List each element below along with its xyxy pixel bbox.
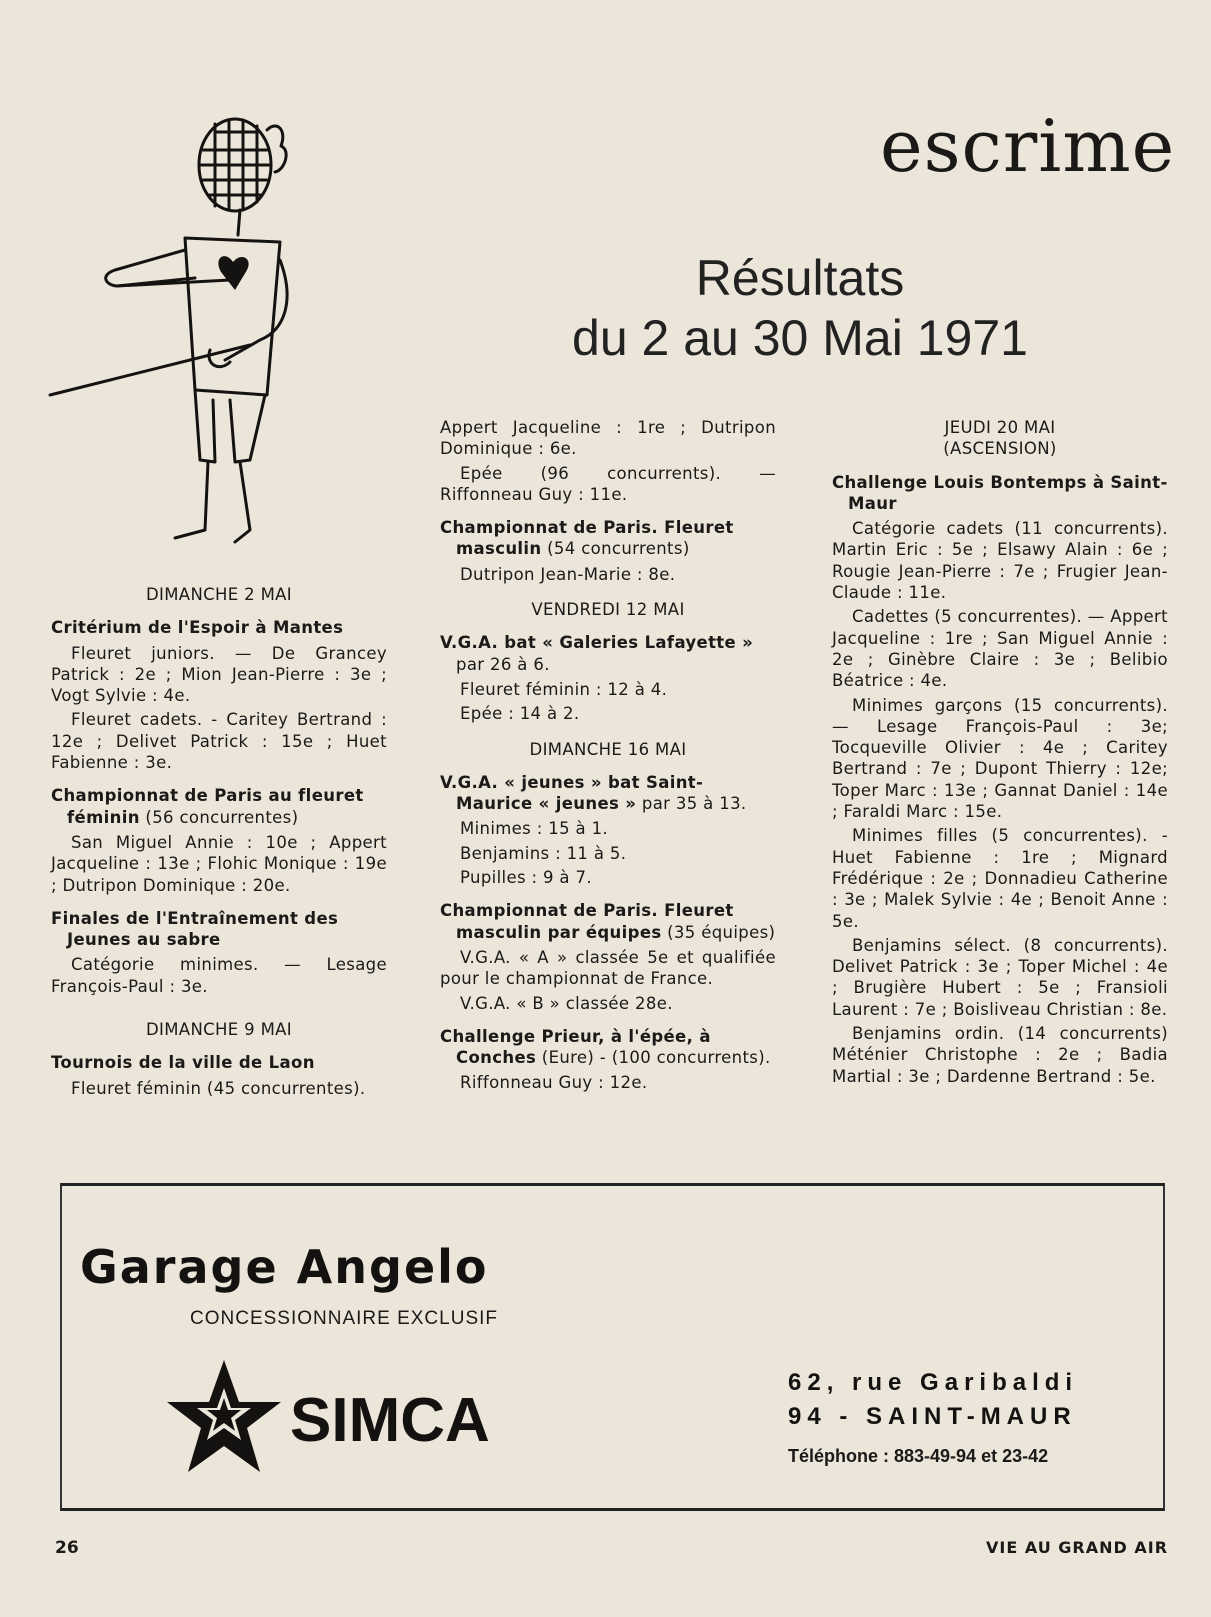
result-paragraph: Minimes garçons (15 concurrents). — Lesage François-Paul : 3e; Tocqueville Olivier : 4e ; Caritey Bertrand : 7e ; Dupont Thierry : 12e; Toper Marc : 13e ; Gannat Daniel : 14e ; Faraldi Marc : 15e. — [832, 695, 1168, 822]
ad-address-street: 62, rue Garibaldi — [788, 1369, 1079, 1396]
event-heading — [440, 517, 776, 560]
event-heading — [440, 1026, 776, 1069]
event-heading-detail: (54 concurrents) — [541, 539, 690, 559]
event-heading-bold: Championnat de Paris. Fleuret masculin — [440, 518, 734, 559]
ad-brand: SIMCA — [290, 1386, 490, 1455]
simca-star-logo-icon — [165, 1358, 283, 1476]
result-paragraph: V.G.A. « B » classée 28e. — [460, 993, 673, 1013]
page-number: 26 — [55, 1538, 79, 1558]
ad-garage-name: Garage Angelo — [80, 1240, 489, 1294]
event-heading-detail: (56 concurrentes) — [139, 807, 299, 827]
event-heading: Tournois de la ville de Laon — [51, 1053, 315, 1073]
event-heading — [440, 632, 776, 675]
column-3 — [832, 417, 1168, 1090]
event-heading: Challenge Louis Bontemps à Saint-Maur — [832, 472, 1168, 513]
result-paragraph: Fleuret féminin : 12 à 4. — [460, 679, 668, 699]
result-paragraph: Riffonneau Guy : 12e. — [460, 1073, 648, 1093]
result-paragraph: Minimes filles (5 concurrentes). - Huet Fabienne : 1re ; Mignard Frédérique : 2e ; Donnadieu Catherine : 3e ; Malek Sylvie : 4e ; Benoit Anne : 5e. — [832, 826, 1168, 931]
result-paragraph: Pupilles : 9 à 7. — [460, 868, 592, 888]
ad-phone: Téléphone : 883-49-94 et 23-42 — [788, 1446, 1049, 1466]
event-heading — [440, 772, 776, 815]
ad-subtitle: CONCESSIONNAIRE EXCLUSIF — [190, 1308, 498, 1329]
date-heading: DIMANCHE 9 MAI — [145, 1020, 293, 1040]
result-paragraph: Fleuret cadets. - Caritey Bertrand : 12e ; Delivet Patrick : 15e ; Huet Fabienne : 3e. — [51, 710, 387, 773]
result-paragraph: Catégorie cadets (11 concurrents). Martin Eric : 5e ; Elsawy Alain : 6e ; Rougie Jean-Pierre : 7e ; Frugier Jean-Claude : 11e. — [832, 519, 1168, 603]
result-paragraph: Benjamins : 11 à 5. — [460, 843, 627, 863]
result-paragraph: Epée (96 concurrents). — Riffonneau Guy : 11e. — [440, 463, 776, 504]
event-heading-bold: Championnat de Paris au fleuret féminin — [51, 786, 364, 827]
event-heading-bold: Challenge Prieur, à l'épée, à Conches — [440, 1026, 711, 1068]
result-paragraph: Appert Jacqueline : 1re ; Dutripon Dominique : 6e. — [440, 418, 776, 459]
event-heading-detail: (35 équipes) — [661, 922, 776, 942]
magazine-name: VIE AU GRAND AIR — [986, 1538, 1169, 1557]
column-2 — [440, 417, 776, 1097]
event-heading-detail: par 35 à 13. — [636, 794, 747, 814]
date-heading: VENDREDI 12 MAI — [531, 600, 685, 620]
result-paragraph: Benjamins ordin. (14 concurrents) Méténier Christophe : 2e ; Badia Martial : 3e ; Dardenne Bertrand : 5e. — [832, 1024, 1168, 1086]
event-heading-bold: Championnat de Paris. Fleuret masculin par équipes — [440, 901, 734, 942]
section-title: escrime — [880, 104, 1176, 188]
result-paragraph: V.G.A. « A » classée 5e et qualifiée pour le championnat de France. — [440, 947, 776, 989]
result-paragraph: Dutripon Jean-Marie : 8e. — [460, 564, 676, 584]
event-heading-detail: (Eure) - (100 concurrents). — [536, 1048, 771, 1068]
result-paragraph: San Miguel Annie : 10e ; Appert Jacqueline : 13e ; Flohic Monique : 19e ; Dutripon Dominique : 20e. — [51, 832, 387, 895]
fencer-illustration — [45, 110, 315, 560]
page-title-line2: du 2 au 30 Mai 1971 — [572, 310, 1028, 366]
date-subheading: (ASCENSION) — [943, 439, 1057, 459]
event-heading-bold: V.G.A. bat « Galeries Lafayette » — [440, 633, 754, 653]
event-heading: Finales de l'Entraînement des Jeunes au sabre — [51, 908, 339, 950]
column-1 — [51, 584, 387, 1102]
event-heading-detail: par 26 à 6. — [456, 654, 550, 674]
event-heading — [51, 785, 387, 828]
result-paragraph: Benjamins sélect. (8 concurrents). Delivet Patrick : 3e ; Toper Michel : 4e ; Brugière Hubert : 5e ; Fransioli Laurent : 7e ; Boisliveau Christian : 8e. — [832, 935, 1168, 1019]
result-paragraph: Cadettes (5 concurrentes). — Appert Jacqueline : 1re ; San Miguel Annie : 2e ; Ginèbre Claire : 3e ; Belibio Béatrice : 4e. — [832, 607, 1168, 691]
event-heading-bold: V.G.A. « jeunes » bat Saint-Maurice « jeunes » — [440, 772, 704, 814]
page-title-line1: Résultats — [695, 250, 905, 306]
event-heading: Critérium de l'Espoir à Mantes — [51, 618, 344, 638]
result-paragraph: Catégorie minimes. — Lesage François-Paul : 3e. — [51, 955, 387, 996]
date-heading: DIMANCHE 2 MAI — [145, 585, 293, 604]
date-heading: DIMANCHE 16 MAI — [529, 739, 687, 759]
date-heading: JEUDI 20 MAI — [944, 418, 1056, 437]
result-paragraph: Epée : 14 à 2. — [460, 704, 580, 724]
result-paragraph: Fleuret féminin (45 concurrentes). — [71, 1078, 366, 1098]
ad-address — [788, 1366, 1078, 1434]
result-paragraph: Minimes : 15 à 1. — [460, 819, 609, 839]
result-paragraph: Fleuret juniors. — De Grancey Patrick : 2e ; Mion Jean-Pierre : 3e ; Vogt Sylvie : 4e. — [51, 643, 387, 706]
event-heading — [440, 900, 776, 943]
ad-address-city: 94 - SAINT-MAUR — [788, 1403, 1077, 1430]
page-title — [520, 248, 1080, 368]
